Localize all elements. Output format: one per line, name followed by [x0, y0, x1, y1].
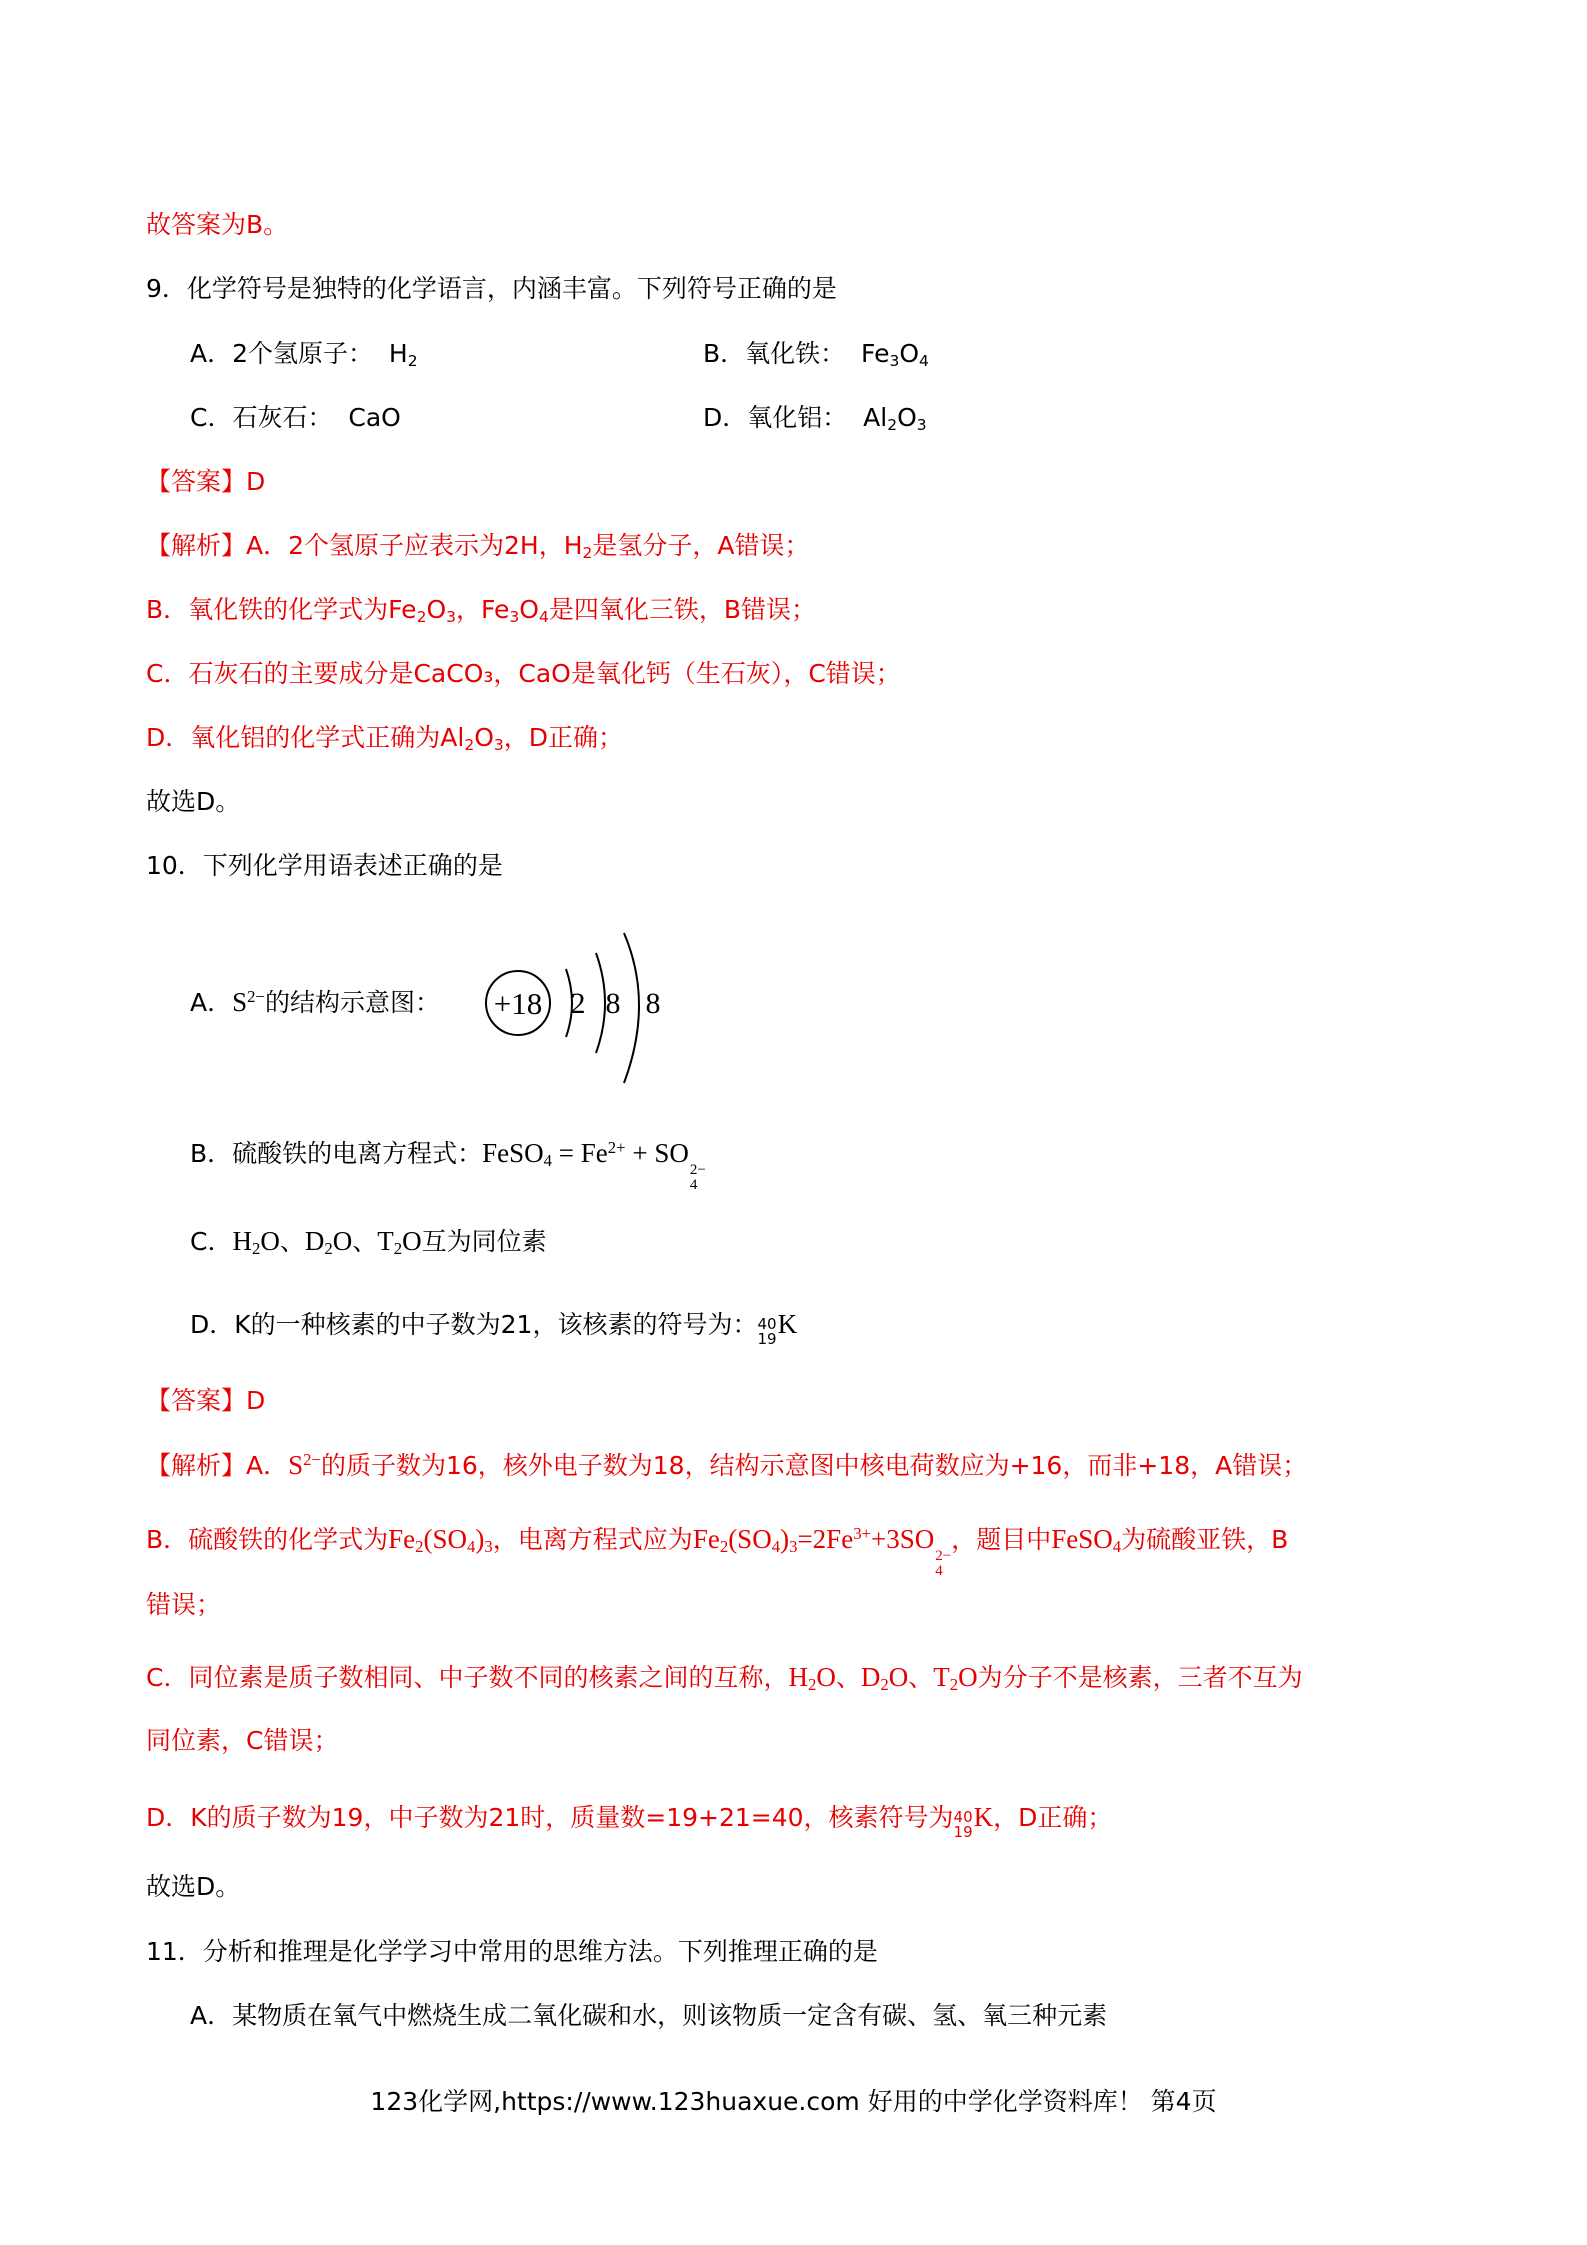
- q10-option-d: D．K的一种核素的中子数为21，该核素的符号为： 40 19 K: [190, 1309, 798, 1349]
- q10-explanation-a: 【解析】A．$S^{2-}$的质子数为16，核外电子数为18，结构示意图中核电荷数应为+16，而非+18，A错误；: [146, 1449, 1308, 1480]
- shell-electrons-3: 8: [645, 987, 661, 1020]
- q9-stem: 9．化学符号是独特的化学语言，内涵丰富。下列符号正确的是: [146, 274, 837, 303]
- q10-explanation-b-cont: 错误；: [146, 1590, 222, 1619]
- q10-answer: 【答案】D: [146, 1386, 266, 1415]
- q9-explanation-d: D．氧化铝的化学式正确为$Al_2O_3$，D正确；: [146, 723, 624, 754]
- q11-option-a: A．某物质在氧气中燃烧生成二氧化碳和水，则该物质一定含有碳、氢、氧三种元素: [190, 2001, 1108, 2030]
- shell-electrons-1: 2: [570, 987, 586, 1020]
- q10-explanation-c: C．同位素是质子数相同、中子数不同的核素之间的互称，$H_2O$、$D_2O$、$T_2O$为分子不是核素，三者不互为: [146, 1662, 1303, 1695]
- q9-explanation-b: B．氧化铁的化学式为$Fe_2O_3$，$Fe_3O_4$是四氧化三铁，B错误；: [146, 595, 817, 626]
- atomic-structure-diagram: [466, 925, 676, 1105]
- q10-stem: 10．下列化学用语表述正确的是: [146, 851, 503, 880]
- q9-explanation-c: C．石灰石的主要成分是CaCO₃，CaO是氧化钙（生石灰），C错误；: [146, 659, 901, 688]
- prev-answer-line: 故答案为B。: [146, 210, 289, 239]
- page-footer: 123化学网,https://www.123huaxue.com 好用的中学化学资料库！ 第4页: [370, 2087, 1217, 2116]
- q11-stem: 11．分析和推理是化学学习中常用的思维方法。下列推理正确的是: [146, 1937, 878, 1966]
- q10-option-b: B．硫酸铁的电离方程式：FeSO$_4$ = $Fe^{2+}$ + SO 2− 4: [190, 1137, 706, 1194]
- q9-option-d: D．氧化铝： $Al_2O_3$: [703, 403, 927, 434]
- q10-choice: 故选D。: [146, 1872, 241, 1901]
- q10-option-c: C．$H_2O$、$D_2O$、$T_2O$互为同位素: [190, 1226, 547, 1259]
- q10-explanation-b: B．硫酸铁的化学式为$Fe_2(SO_4)_3$，电离方程式应为$Fe_2(SO_4)_3=2Fe^{3+}+3SO$ 2− 4 ，题目中FeSO$_4$为硫酸亚铁，B: [146, 1523, 1289, 1580]
- q9-explanation-a: 【解析】A．2个氢原子应表示为2H，$H_2$是氢分子，A错误；: [146, 531, 810, 562]
- shell-arc-2: [596, 953, 605, 1053]
- nucleus-charge: +18: [493, 986, 543, 1021]
- q9-option-c: C．石灰石： CaO: [190, 403, 401, 432]
- q9-option-b: B．氧化铁： $Fe_3O_4$: [703, 339, 929, 370]
- q10-explanation-c-cont: 同位素，C错误；: [146, 1726, 339, 1755]
- shell-arc-3: [624, 933, 639, 1083]
- q10-explanation-d: D．K的质子数为19，中子数为21时，质量数=19+21=40，核素符号为 40 19 K，D正确；: [146, 1802, 1113, 1842]
- q9-choice: 故选D。: [146, 787, 241, 816]
- q10-option-a: A．$S^{2-}$的结构示意图：: [190, 986, 440, 1017]
- q9-option-a: A．2个氢原子： $H_2$: [190, 339, 418, 370]
- q9-answer: 【答案】D: [146, 467, 266, 496]
- shell-electrons-2: 8: [605, 987, 621, 1020]
